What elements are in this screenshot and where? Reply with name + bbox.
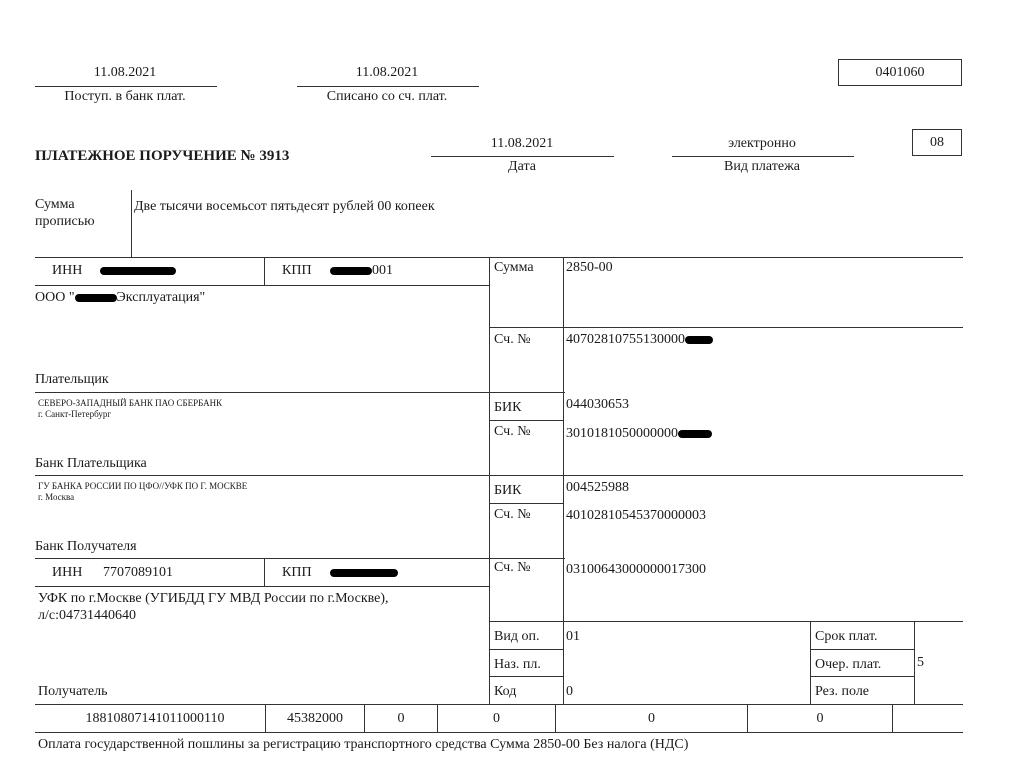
divider [810, 676, 914, 677]
due-label: Срок плат. [815, 629, 878, 644]
payee-kpp-label: КПП [282, 565, 312, 580]
payer-name-suffix: Эксплуатация" [116, 290, 206, 305]
payee-corr-label: Сч. № [494, 507, 531, 522]
priority-value: 5 [917, 655, 924, 670]
divider [264, 558, 265, 586]
code-value: 0 [566, 684, 573, 699]
payee-account: 03100643000000017300 [566, 562, 706, 577]
status-code-box [912, 129, 962, 156]
payee-inn: 7707089101 [103, 565, 173, 580]
payer-kpp-visible: 001 [372, 263, 393, 278]
received-label: Поступ. в банк плат. [64, 89, 186, 104]
payer-corr-account [566, 426, 712, 442]
divider [35, 86, 217, 87]
payer-name-prefix: ООО " [35, 290, 75, 305]
payee-inn-label: ИНН [52, 565, 83, 580]
status-code: 08 [930, 135, 944, 150]
debited-label: Списано со сч. плат. [326, 89, 448, 104]
divider [35, 257, 963, 258]
redaction-mark [330, 569, 398, 577]
payer-name [35, 290, 205, 306]
divider [489, 621, 963, 622]
redaction-mark [678, 430, 712, 438]
doc-number-field: 0 [648, 711, 655, 726]
payee-account-label: Сч. № [494, 560, 531, 575]
payer-inn-label: ИНН [52, 263, 83, 278]
op-type: 01 [566, 629, 580, 644]
payee-name-line1: УФК по г.Москве (УГИБДД ГУ МВД России по г.Москве), [38, 591, 389, 606]
divider [892, 704, 893, 732]
payee-bank-name: ГУ БАНКА РОССИИ ПО ЦФО//УФК ПО Г. МОСКВЕ [38, 481, 248, 491]
debited-date: 11.08.2021 [355, 65, 419, 80]
divider [810, 649, 914, 650]
divider [489, 503, 564, 504]
payment-type: электронно [728, 136, 796, 151]
divider [489, 257, 490, 704]
divider [35, 586, 489, 587]
redaction-mark [685, 336, 713, 344]
divider [914, 621, 915, 704]
divider [35, 475, 963, 476]
amount-label: Сумма [494, 260, 534, 275]
payer-account-label: Сч. № [494, 332, 531, 347]
kbk-code: 18810807141011000110 [85, 711, 225, 726]
page-title: ПЛАТЕЖНОЕ ПОРУЧЕНИЕ № 3913 [35, 148, 290, 164]
payment-purpose: Оплата государственной пошлины за регистрацию транспортного средства Сумма 2850-00 Без налога (НДС) [38, 737, 689, 752]
doc-date-field: 0 [816, 711, 824, 726]
divider [35, 285, 489, 286]
reserved-label: Рез. поле [815, 684, 870, 699]
payer-label: Плательщик [35, 372, 109, 387]
op-type-label: Вид оп. [494, 629, 540, 644]
redaction-mark [330, 267, 372, 275]
payee-bik-label: БИК [494, 483, 522, 498]
divider [431, 156, 614, 157]
payment-type-label: Вид платежа [723, 159, 800, 174]
amount-value: 2850-00 [566, 260, 613, 275]
divider [489, 420, 564, 421]
payer-bank-label: Банк Плательщика [35, 456, 147, 471]
divider [297, 86, 479, 87]
date-label: Дата [508, 159, 536, 174]
payer-bank-name: СЕВЕРО-ЗАПАДНЫЙ БАНК ПАО СБЕРБАНК [38, 398, 223, 408]
payer-corr-visible: 3010181050000000 [566, 426, 678, 441]
payer-bank-city: г. Санкт-Петербург [38, 409, 112, 419]
received-date: 11.08.2021 [93, 65, 157, 80]
divider [35, 392, 565, 393]
payer-kpp-label: КПП [282, 263, 312, 278]
divider [35, 558, 565, 559]
amount-words-label: Сумма прописью [35, 197, 95, 229]
form-code: 0401060 [875, 65, 925, 80]
redaction-mark [100, 267, 176, 275]
payee-corr-account: 40102810545370000003 [566, 508, 706, 523]
divider [489, 649, 564, 650]
code-label: Код [494, 684, 517, 699]
amount-words: Две тысячи восемьсот пятьдесят рублей 00 копеек [134, 199, 435, 214]
payee-label: Получатель [38, 684, 108, 699]
payee-bik: 004525988 [566, 480, 629, 495]
payee-bank-label: Банк Получателя [35, 539, 137, 554]
payee-name-line2: л/с:04731440640 [38, 608, 136, 623]
payer-bik-label: БИК [494, 400, 522, 415]
basis-field: 0 [397, 711, 405, 726]
purpose-code-label: Наз. пл. [494, 657, 541, 672]
divider [35, 732, 963, 733]
payer-account [566, 332, 713, 348]
divider [489, 327, 963, 328]
divider [672, 156, 854, 157]
divider [264, 257, 265, 285]
divider [35, 704, 963, 705]
payee-bank-city: г. Москва [38, 492, 75, 502]
priority-label: Очер. плат. [815, 657, 882, 672]
divider [489, 676, 564, 677]
redaction-mark [75, 294, 117, 302]
divider [810, 621, 811, 704]
period-field: 0 [493, 711, 500, 726]
divider [563, 257, 564, 704]
payer-bik: 044030653 [566, 397, 629, 412]
oktmo-code: 45382000 [287, 711, 343, 726]
payer-corr-label: Сч. № [494, 424, 531, 439]
form-code-box [838, 59, 962, 86]
payer-account-visible: 40702810755130000 [566, 332, 685, 347]
document-date: 11.08.2021 [490, 136, 554, 151]
divider [131, 190, 132, 257]
